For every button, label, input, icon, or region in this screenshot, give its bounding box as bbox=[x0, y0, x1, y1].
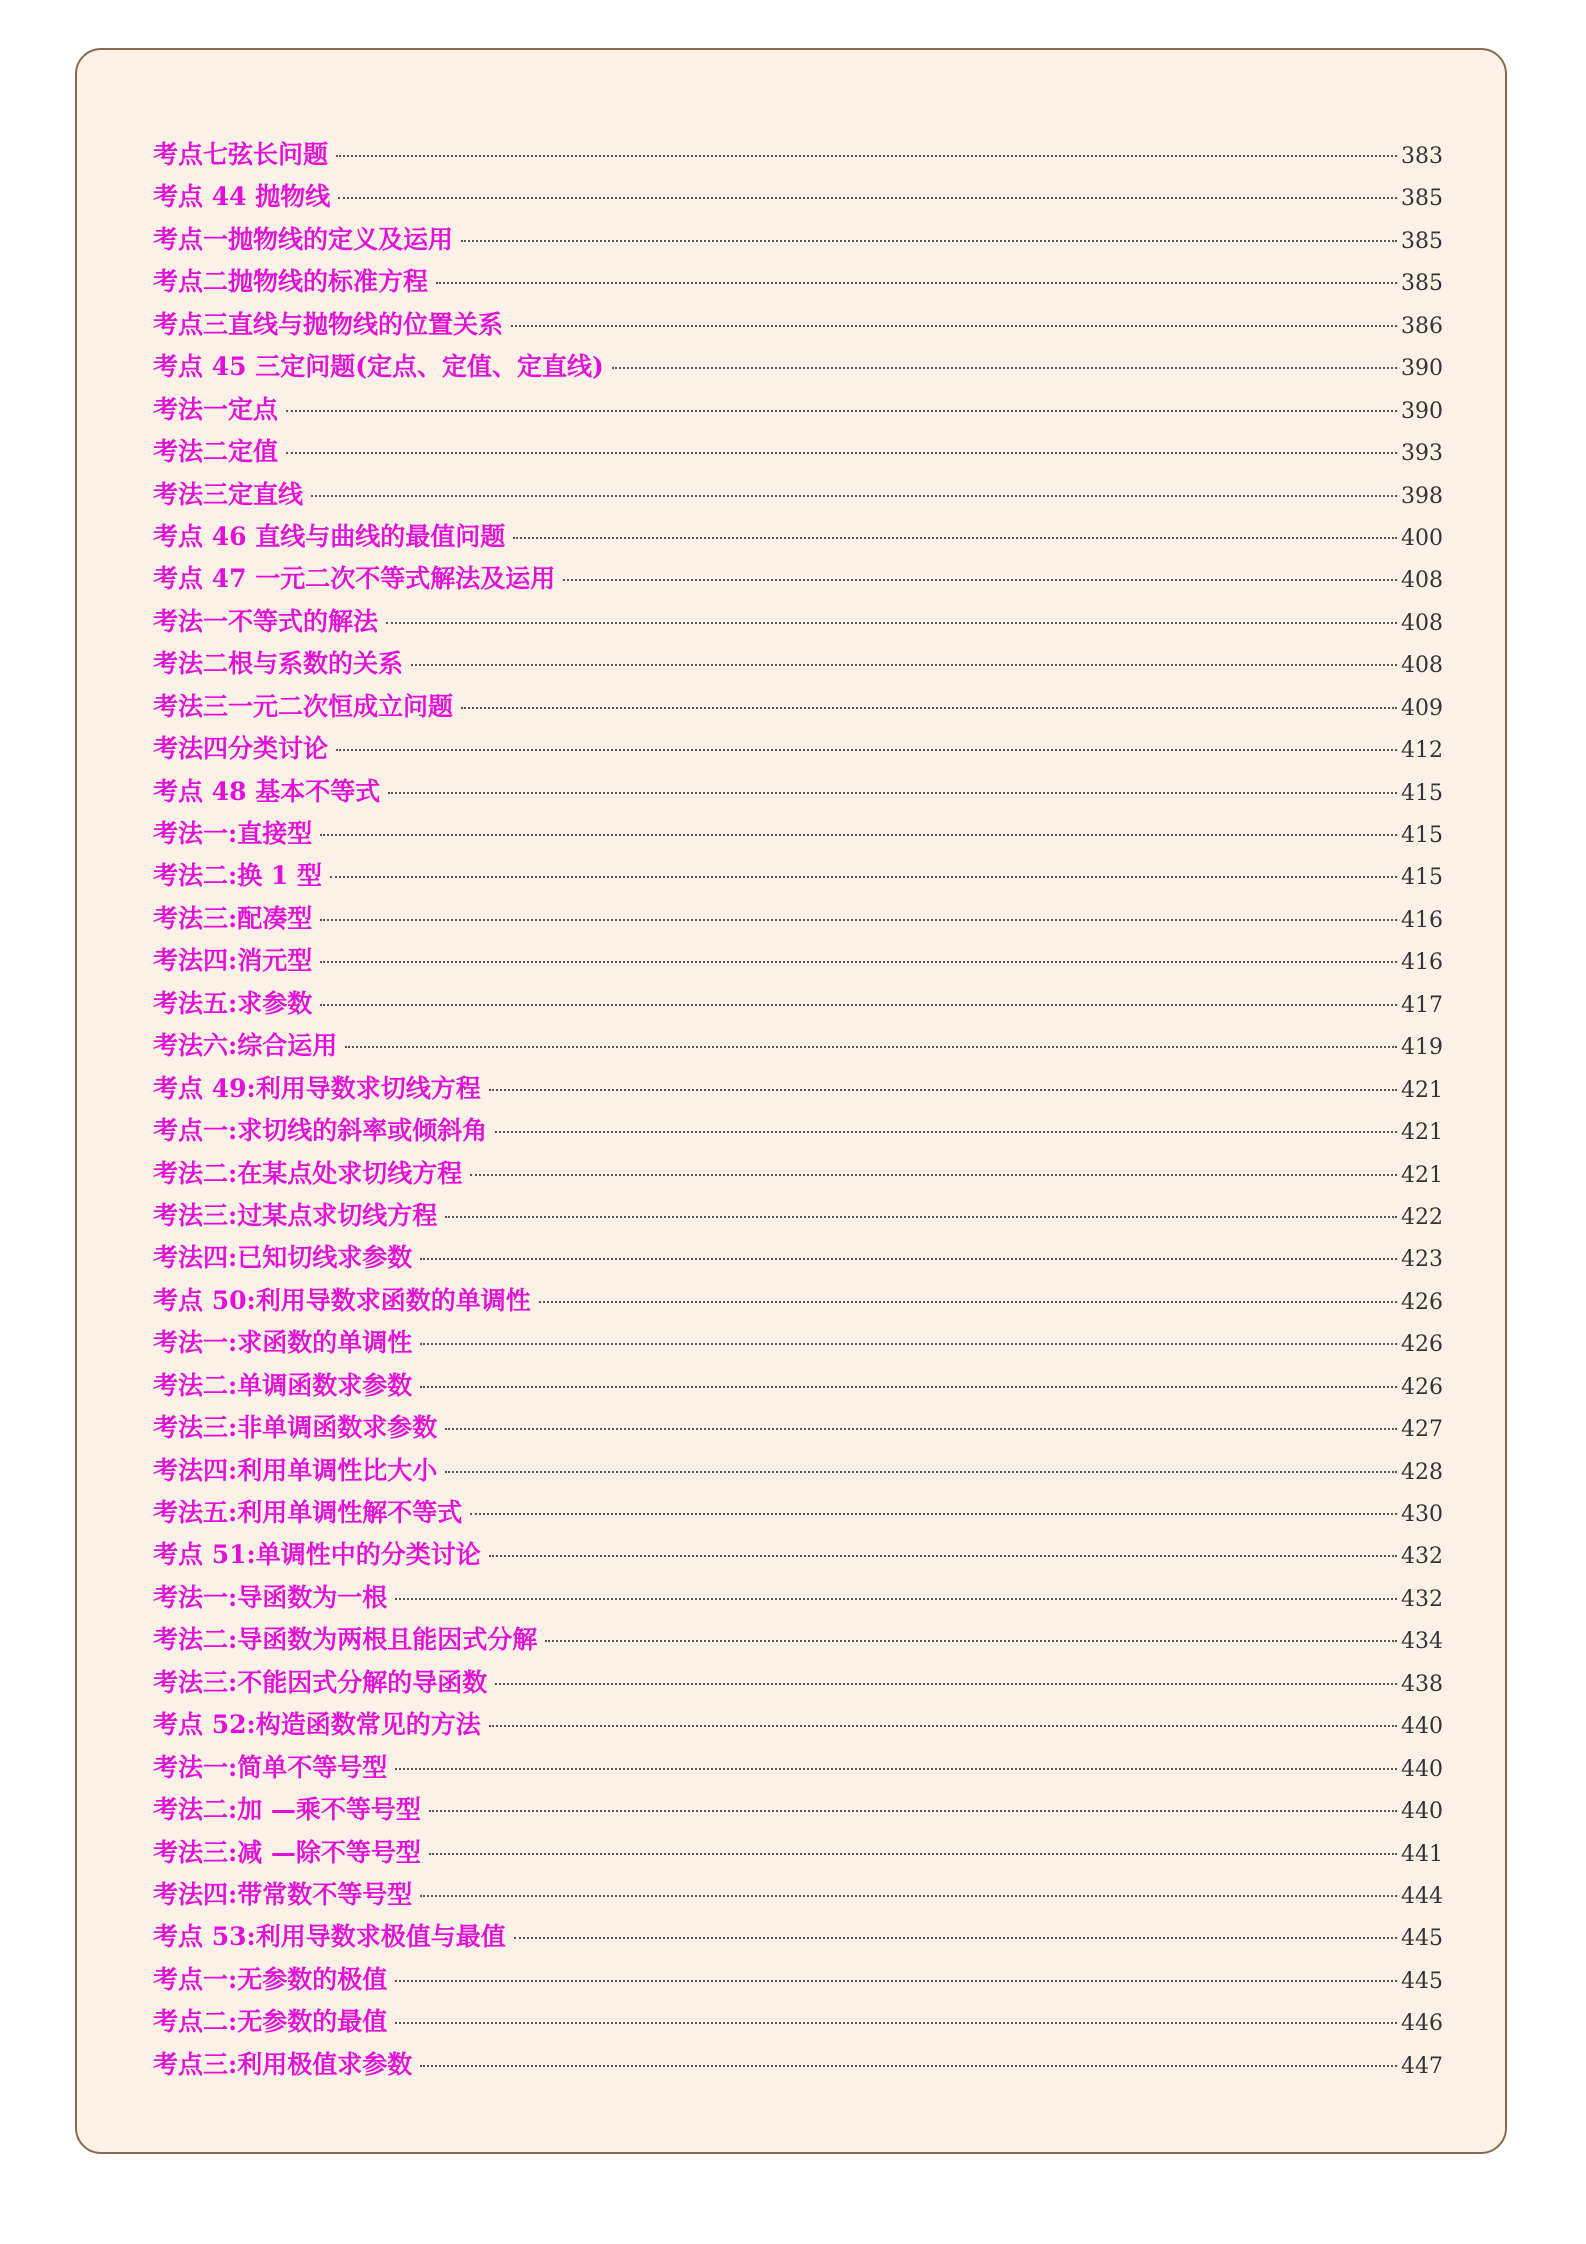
toc-entry[interactable] bbox=[153, 431, 1443, 473]
toc-entry[interactable] bbox=[153, 1534, 1443, 1576]
toc-entry-page-number: 408 bbox=[1401, 653, 1443, 679]
toc-entry[interactable] bbox=[153, 1153, 1443, 1195]
toc-entry[interactable] bbox=[153, 176, 1443, 218]
dot-leader bbox=[470, 1174, 1397, 1176]
toc-entry-title[interactable]: 考法三:不能因式分解的导函数 bbox=[153, 1667, 488, 1697]
toc-entry-page-number: 390 bbox=[1401, 356, 1443, 382]
toc-entry[interactable] bbox=[153, 474, 1443, 516]
toc-entry-page-number: 446 bbox=[1401, 2011, 1443, 2037]
dot-leader bbox=[336, 749, 1397, 751]
toc-entry-page-number: 432 bbox=[1401, 1544, 1443, 1570]
dot-leader bbox=[386, 622, 1397, 624]
dot-leader bbox=[320, 1004, 1397, 1006]
dot-leader bbox=[420, 2065, 1397, 2067]
dot-leader bbox=[286, 452, 1397, 454]
toc-entry[interactable] bbox=[153, 983, 1443, 1025]
dot-leader bbox=[286, 410, 1397, 412]
toc-entry-title[interactable]: 考法二:导函数为两根且能因式分解 bbox=[153, 1625, 538, 1655]
toc-entry[interactable] bbox=[153, 134, 1443, 176]
toc-entry-title[interactable]: 考点 47 一元二次不等式解法及运用 bbox=[153, 564, 556, 594]
dot-leader bbox=[411, 664, 1397, 666]
dot-leader bbox=[461, 240, 1397, 242]
toc-entry-page-number: 409 bbox=[1401, 695, 1443, 721]
toc-entry[interactable] bbox=[153, 1195, 1443, 1237]
dot-leader bbox=[388, 792, 1397, 794]
toc-entry-page-number: 438 bbox=[1401, 1671, 1443, 1697]
toc-entry-title[interactable]: 考法一定点 bbox=[153, 394, 279, 424]
dot-leader bbox=[420, 1258, 1397, 1260]
dot-leader bbox=[429, 1810, 1397, 1812]
dot-leader bbox=[495, 1683, 1397, 1685]
toc-entry[interactable] bbox=[153, 1662, 1443, 1704]
toc-entry-page-number: 421 bbox=[1401, 1077, 1443, 1103]
toc-entry[interactable] bbox=[153, 1110, 1443, 1152]
toc-entry-title[interactable]: 考法四:消元型 bbox=[153, 946, 313, 976]
toc-entry[interactable] bbox=[153, 771, 1443, 813]
toc-entry-title[interactable]: 考法六:综合运用 bbox=[153, 1031, 338, 1061]
toc-entry-title[interactable]: 考点七弦长问题 bbox=[153, 140, 329, 169]
toc-entry-page-number: 445 bbox=[1401, 1926, 1443, 1952]
toc-entry-page-number: 441 bbox=[1401, 1841, 1443, 1867]
toc-entry-title[interactable]: 考法三:过某点求切线方程 bbox=[153, 1200, 438, 1230]
toc-entry-page-number: 415 bbox=[1401, 780, 1443, 806]
dot-leader bbox=[429, 1853, 1397, 1855]
dot-leader bbox=[489, 1555, 1397, 1557]
toc-entry[interactable] bbox=[153, 346, 1443, 388]
toc-entry-page-number: 416 bbox=[1401, 950, 1443, 976]
toc-entry-title[interactable]: 考法三定直线 bbox=[153, 479, 304, 509]
toc-entry-page-number: 423 bbox=[1401, 1247, 1443, 1273]
toc-entry[interactable] bbox=[153, 261, 1443, 303]
toc-entry[interactable] bbox=[153, 1322, 1443, 1364]
toc-entry-title[interactable]: 考法一:求函数的单调性 bbox=[153, 1328, 413, 1358]
toc-entry-title[interactable]: 考法三:减 —除不等号型 bbox=[153, 1837, 421, 1867]
toc-entry-page-number: 430 bbox=[1401, 1502, 1443, 1527]
toc-entry[interactable] bbox=[153, 1916, 1443, 1958]
toc-entry-title[interactable]: 考法二:单调函数求参数 bbox=[153, 1370, 413, 1400]
toc-entry-title[interactable]: 考法一:直接型 bbox=[153, 819, 313, 848]
dot-leader bbox=[513, 537, 1397, 539]
dot-leader bbox=[445, 1471, 1397, 1473]
dot-leader bbox=[489, 1089, 1397, 1091]
toc-entry-page-number: 427 bbox=[1401, 1417, 1443, 1443]
toc-entry-page-number: 398 bbox=[1401, 483, 1443, 509]
toc-entry-title[interactable]: 考点 44 抛物线 bbox=[153, 182, 331, 212]
toc-entry-title[interactable]: 考点 45 三定问题(定点、定值、定直线) bbox=[153, 352, 604, 382]
toc-entry-title[interactable]: 考点 52:构造函数常见的方法 bbox=[153, 1710, 481, 1740]
toc-entry-page-number: 408 bbox=[1401, 610, 1443, 636]
toc-entry-title[interactable]: 考法四:利用单调性比大小 bbox=[153, 1455, 438, 1485]
toc-entry-page-number: 421 bbox=[1401, 1162, 1443, 1188]
toc-entry[interactable] bbox=[153, 1577, 1443, 1619]
table-of-contents bbox=[153, 134, 1443, 2086]
toc-entry[interactable] bbox=[153, 1832, 1443, 1874]
toc-entry[interactable] bbox=[153, 1365, 1443, 1407]
dot-leader bbox=[563, 579, 1397, 581]
toc-entry[interactable] bbox=[153, 813, 1443, 855]
dot-leader bbox=[311, 495, 1397, 497]
toc-entry-title[interactable]: 考法二定值 bbox=[153, 437, 279, 467]
toc-entry-page-number: 400 bbox=[1401, 525, 1443, 551]
toc-entry-page-number: 421 bbox=[1401, 1120, 1443, 1146]
dot-leader bbox=[420, 1386, 1397, 1388]
toc-entry-title[interactable]: 考法一不等式的解法 bbox=[153, 606, 379, 636]
dot-leader bbox=[470, 1513, 1397, 1515]
toc-entry-page-number: 393 bbox=[1401, 441, 1443, 467]
toc-entry-page-number: 440 bbox=[1401, 1756, 1443, 1782]
toc-entry[interactable] bbox=[153, 1068, 1443, 1110]
toc-entry-page-number: 434 bbox=[1401, 1629, 1443, 1655]
toc-entry-page-number: 417 bbox=[1401, 992, 1443, 1018]
toc-entry-title[interactable]: 考法五:求参数 bbox=[153, 988, 313, 1018]
toc-entry-page-number: 426 bbox=[1401, 1374, 1443, 1400]
toc-entry-page-number: 386 bbox=[1401, 313, 1443, 339]
toc-entry-page-number: 444 bbox=[1401, 1883, 1443, 1909]
toc-entry-title[interactable]: 考点 53:利用导数求极值与最值 bbox=[153, 1922, 506, 1952]
toc-entry-page-number: 408 bbox=[1401, 568, 1443, 594]
toc-entry-title[interactable]: 考法二:加 —乘不等号型 bbox=[153, 1795, 421, 1825]
toc-entry[interactable] bbox=[153, 1619, 1443, 1661]
toc-entry[interactable] bbox=[153, 304, 1443, 346]
dot-leader bbox=[395, 1980, 1397, 1982]
dot-leader bbox=[395, 1768, 1397, 1770]
toc-entry[interactable] bbox=[153, 1959, 1443, 2001]
toc-entry-page-number: 432 bbox=[1401, 1586, 1443, 1612]
toc-entry-page-number: 415 bbox=[1401, 823, 1443, 848]
toc-entry-title[interactable]: 考法二:换 1 型 bbox=[153, 861, 323, 891]
toc-entry[interactable] bbox=[153, 601, 1443, 643]
toc-entry-page-number: 416 bbox=[1401, 907, 1443, 933]
toc-entry[interactable] bbox=[153, 2044, 1443, 2086]
toc-entry-title[interactable]: 考点一:无参数的极值 bbox=[153, 1964, 388, 1994]
dot-leader bbox=[420, 1343, 1397, 1345]
toc-entry-title[interactable]: 考点三:利用极值求参数 bbox=[153, 2049, 413, 2079]
toc-entry[interactable] bbox=[153, 898, 1443, 940]
dot-leader bbox=[539, 1301, 1397, 1303]
dot-leader bbox=[436, 282, 1397, 284]
toc-entry-title[interactable]: 考法三:配凑型 bbox=[153, 903, 313, 933]
toc-entry-title[interactable]: 考点一抛物线的定义及运用 bbox=[153, 224, 454, 254]
toc-entry-title[interactable]: 考法五:利用单调性解不等式 bbox=[153, 1498, 463, 1527]
toc-entry-title[interactable]: 考法一:导函数为一根 bbox=[153, 1582, 388, 1612]
dot-leader bbox=[420, 1895, 1397, 1897]
dot-leader bbox=[489, 1725, 1397, 1727]
toc-entry[interactable] bbox=[153, 1280, 1443, 1322]
dot-leader bbox=[612, 367, 1397, 369]
toc-entry-title[interactable]: 考法四:带常数不等号型 bbox=[153, 1879, 413, 1909]
toc-entry-page-number: 385 bbox=[1401, 271, 1443, 297]
toc-entry-page-number: 428 bbox=[1401, 1459, 1443, 1485]
toc-entry-title[interactable]: 考法三一元二次恒成立问题 bbox=[153, 691, 454, 721]
toc-entry-page-number: 419 bbox=[1401, 1035, 1443, 1061]
toc-entry[interactable] bbox=[153, 643, 1443, 685]
toc-entry[interactable] bbox=[153, 1025, 1443, 1067]
toc-entry-title[interactable]: 考点一:求切线的斜率或倾斜角 bbox=[153, 1116, 488, 1146]
toc-entry-page-number: 422 bbox=[1401, 1204, 1443, 1230]
dot-leader bbox=[445, 1216, 1397, 1218]
dot-leader bbox=[395, 2022, 1397, 2024]
toc-entry[interactable] bbox=[153, 940, 1443, 982]
toc-entry-page-number: 390 bbox=[1401, 398, 1443, 424]
dot-leader bbox=[336, 155, 1397, 157]
toc-entry-title[interactable]: 考点 48 基本不等式 bbox=[153, 776, 381, 806]
toc-entry-page-number: 445 bbox=[1401, 1968, 1443, 1994]
toc-entry-title[interactable]: 考法三:非单调函数求参数 bbox=[153, 1413, 438, 1443]
toc-entry[interactable] bbox=[153, 686, 1443, 728]
toc-entry-page-number: 415 bbox=[1401, 865, 1443, 891]
toc-entry-title[interactable]: 考法四:已知切线求参数 bbox=[153, 1243, 413, 1273]
toc-entry-title[interactable]: 考法四分类讨论 bbox=[153, 734, 329, 764]
toc-entry-page-number: 426 bbox=[1401, 1332, 1443, 1358]
dot-leader bbox=[338, 197, 1397, 199]
toc-entry[interactable] bbox=[153, 1704, 1443, 1746]
toc-entry-title[interactable]: 考点三直线与抛物线的位置关系 bbox=[153, 309, 504, 339]
toc-entry[interactable] bbox=[153, 1450, 1443, 1492]
toc-entry[interactable] bbox=[153, 855, 1443, 897]
toc-entry-title[interactable]: 考点 49:利用导数求切线方程 bbox=[153, 1073, 481, 1103]
dot-leader bbox=[511, 325, 1397, 327]
toc-entry[interactable] bbox=[153, 516, 1443, 558]
toc-entry-title[interactable]: 考法二:在某点处求切线方程 bbox=[153, 1158, 463, 1188]
toc-entry[interactable] bbox=[153, 1237, 1443, 1279]
toc-entry[interactable] bbox=[153, 219, 1443, 261]
toc-entry-title[interactable]: 考点 51:单调性中的分类讨论 bbox=[153, 1540, 481, 1570]
toc-entry-title[interactable]: 考点二抛物线的标准方程 bbox=[153, 267, 429, 297]
dot-leader bbox=[320, 961, 1397, 963]
toc-entry-page-number: 412 bbox=[1401, 738, 1443, 764]
toc-entry[interactable] bbox=[153, 1492, 1443, 1534]
dot-leader bbox=[345, 1046, 1397, 1048]
dot-leader bbox=[330, 876, 1397, 878]
toc-entry-page-number: 383 bbox=[1401, 144, 1443, 169]
toc-entry-title[interactable]: 考法一:简单不等号型 bbox=[153, 1752, 388, 1782]
toc-entry[interactable] bbox=[153, 1747, 1443, 1789]
toc-entry-title[interactable]: 考法二根与系数的关系 bbox=[153, 649, 404, 679]
dot-leader bbox=[320, 834, 1397, 836]
toc-entry-page-number: 385 bbox=[1401, 228, 1443, 254]
dot-leader bbox=[395, 1598, 1397, 1600]
toc-entry-title[interactable]: 考点二:无参数的最值 bbox=[153, 2007, 388, 2037]
dot-leader bbox=[514, 1937, 1397, 1939]
dot-leader bbox=[461, 707, 1397, 709]
toc-entry-title[interactable]: 考点 46 直线与曲线的最值问题 bbox=[153, 521, 506, 551]
toc-entry[interactable] bbox=[153, 558, 1443, 600]
toc-entry[interactable] bbox=[153, 1789, 1443, 1831]
toc-entry-page-number: 447 bbox=[1401, 2053, 1443, 2079]
toc-entry-page-number: 440 bbox=[1401, 1714, 1443, 1740]
toc-entry[interactable] bbox=[153, 389, 1443, 431]
toc-entry-page-number: 426 bbox=[1401, 1289, 1443, 1315]
toc-entry-title[interactable]: 考点 50:利用导数求函数的单调性 bbox=[153, 1285, 531, 1315]
toc-entry[interactable] bbox=[153, 2001, 1443, 2043]
toc-entry-page-number: 440 bbox=[1401, 1799, 1443, 1825]
toc-entry[interactable] bbox=[153, 728, 1443, 770]
toc-entry-page-number: 385 bbox=[1401, 186, 1443, 212]
toc-entry[interactable] bbox=[153, 1407, 1443, 1449]
dot-leader bbox=[495, 1131, 1397, 1133]
toc-entry[interactable] bbox=[153, 1874, 1443, 1916]
dot-leader bbox=[320, 919, 1397, 921]
dot-leader bbox=[445, 1428, 1397, 1430]
dot-leader bbox=[545, 1640, 1397, 1642]
